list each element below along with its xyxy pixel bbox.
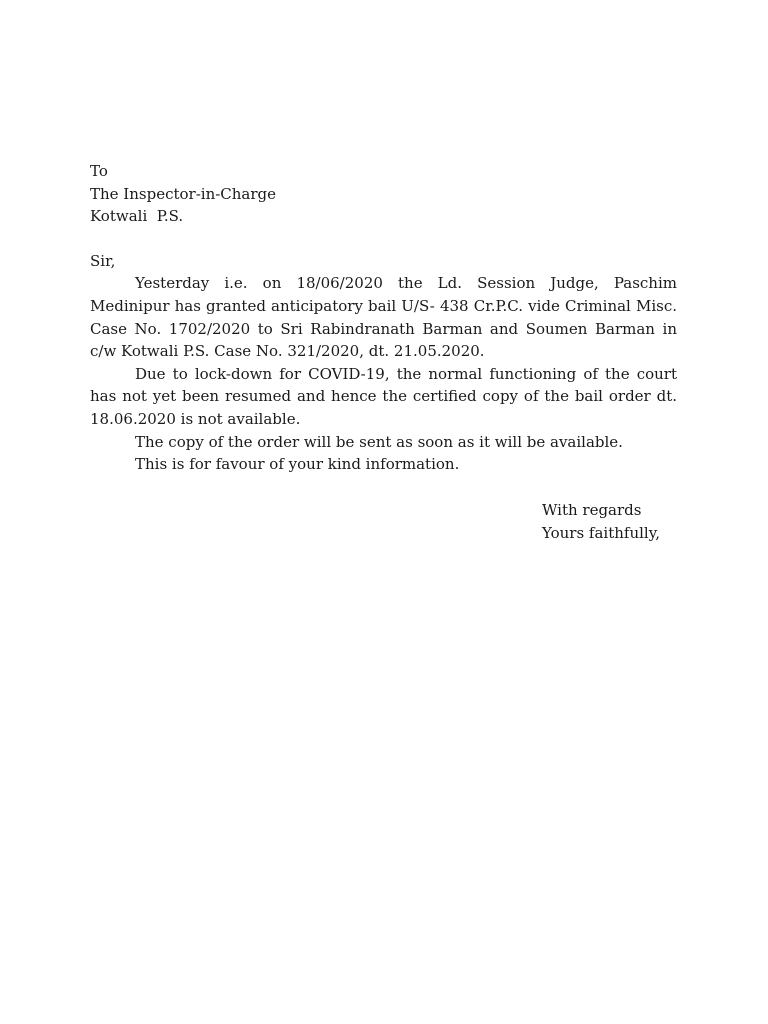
paragraph-information: This is for favour of your kind information. — [135, 455, 460, 474]
closing-regards: With regards — [542, 501, 642, 519]
paragraph-copy-to-follow: The copy of the order will be sent as soon as it will be available. — [135, 432, 623, 451]
to-line: To — [90, 162, 108, 180]
letter-body — [90, 160, 677, 476]
recipient-address — [90, 160, 677, 228]
closing-block — [542, 499, 660, 545]
recipient-office: Kotwali P.S. — [90, 207, 184, 226]
paragraph-bail-granted: Yesterday i.e. on 18/06/2020 the Ld. Session Judge, Paschim Medinipur has granted anticipatory bail U/S- 438 Cr.P.C. vide Criminal Misc. Case No. 1702/2020 to Sri Rabindranath Barman and Soumen Barman in c/w Kotwali P.S. Case No. 321/2020, dt. 21.05.2020. — [90, 274, 677, 361]
recipient-title: The Inspector-in-Charge — [90, 184, 277, 203]
salutation: Sir, — [90, 251, 116, 270]
closing-sign-off: Yours faithfully, — [542, 524, 660, 542]
paragraph-lockdown: Due to lock-down for COVID-19, the normal functioning of the court has not yet been resumed and hence the certified copy of the bail order dt. 18.06.2020 is not available. — [90, 364, 677, 428]
